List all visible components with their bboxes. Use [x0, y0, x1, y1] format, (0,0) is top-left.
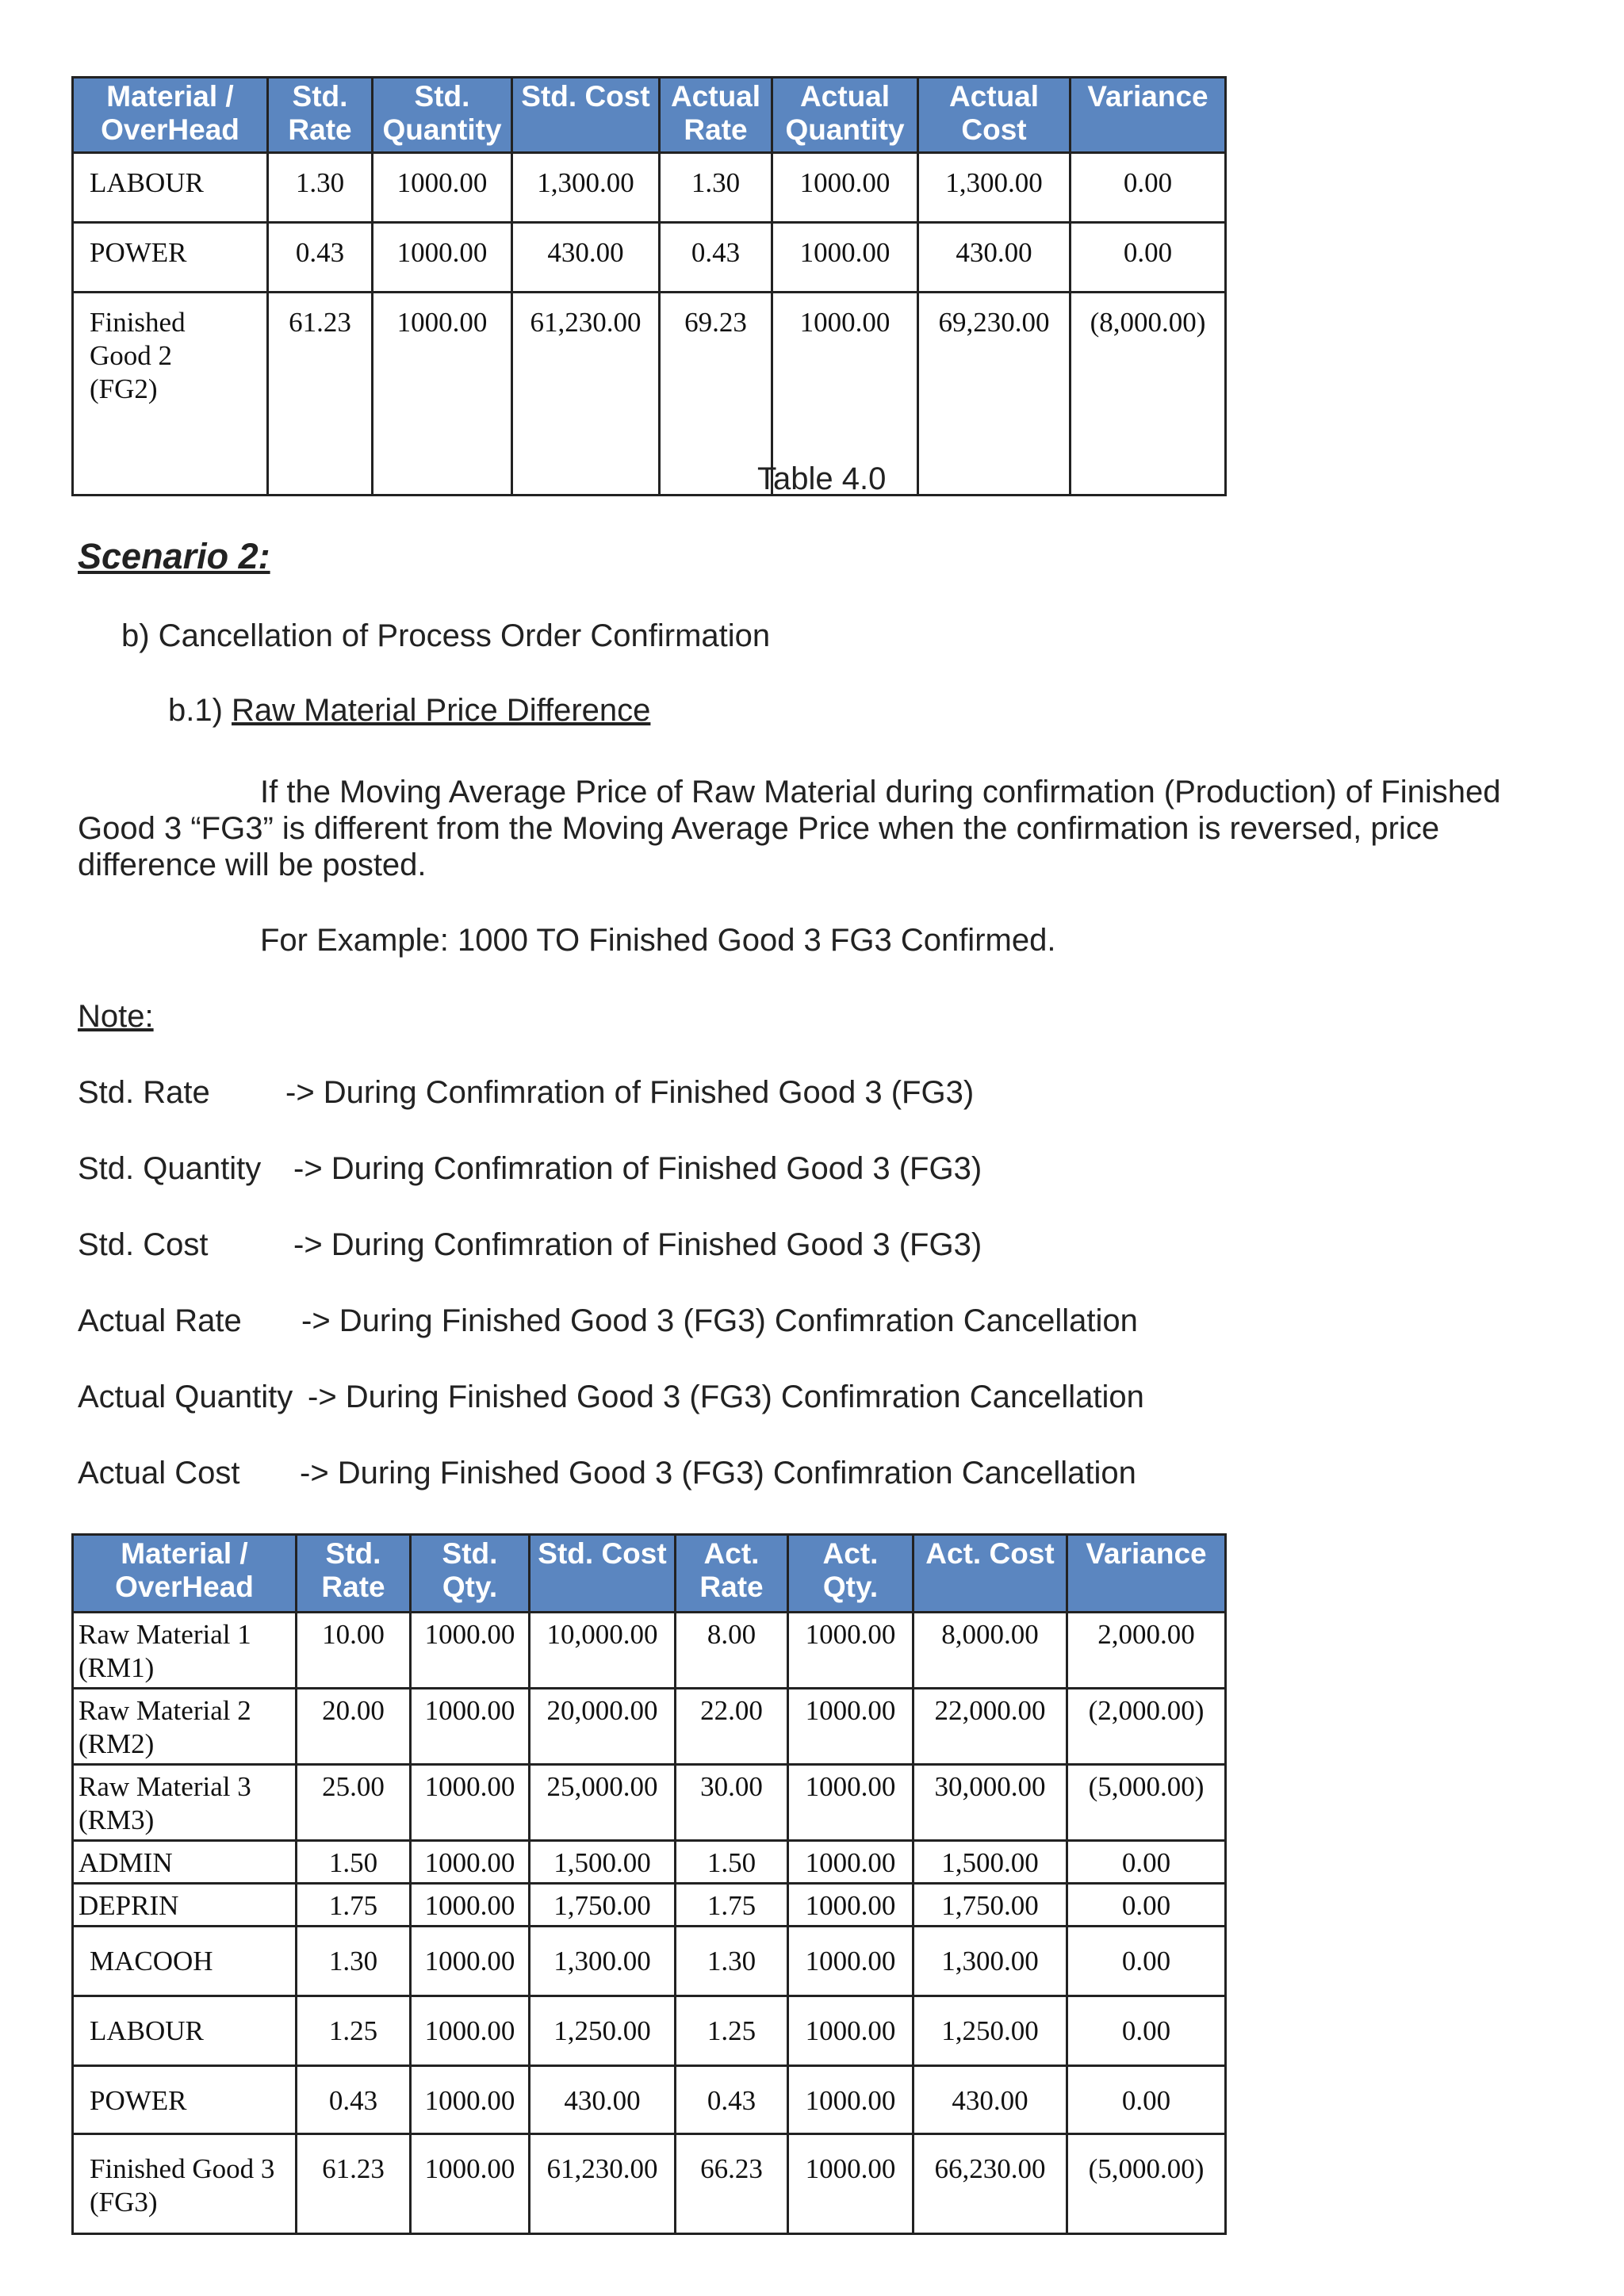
cell: 430.00	[530, 2066, 676, 2134]
cell: 61.23	[268, 293, 373, 496]
cell: 1000.00	[411, 1689, 530, 1765]
definition-term: Std. Quantity	[78, 1151, 262, 1186]
definition-item	[78, 1075, 975, 1111]
cell: 1.30	[660, 153, 772, 223]
cost-table-fg3	[71, 1533, 1227, 2235]
cell: 1000.00	[411, 1765, 530, 1841]
cell: LABOUR	[73, 1996, 297, 2066]
cell: Raw Material 2 (RM2)	[73, 1689, 297, 1765]
definition-item	[78, 1380, 1144, 1415]
definition-term: Actual Quantity	[78, 1380, 293, 1414]
col-header-std-cost: Std. Cost	[512, 78, 660, 153]
definition-desc: -> During Confimration of Finished Good 3 (FG3)	[293, 1151, 982, 1186]
cell: 69,230.00	[918, 293, 1071, 496]
definition-item	[78, 1151, 982, 1187]
cell: 10.00	[297, 1613, 411, 1689]
explanation-text: If the Moving Average Price of Raw Material during confirmation (Production) of Finished Good 3 “FG3” is different from the Moving Average Price when the confirmation is reversed, price difference will be posted.	[78, 775, 1501, 882]
cell: ADMIN	[73, 1841, 297, 1884]
cell: 1,300.00	[512, 153, 660, 223]
definition-desc: -> During Finished Good 3 (FG3) Confimration Cancellation	[308, 1380, 1144, 1414]
cell: Raw Material 1 (RM1)	[73, 1613, 297, 1689]
cell: 1.30	[676, 1927, 788, 1996]
definition-term: Std. Rate	[78, 1075, 210, 1110]
cell: 1000.00	[411, 1613, 530, 1689]
cell: (5,000.00)	[1067, 1765, 1226, 1841]
cell: 0.43	[676, 2066, 788, 2134]
definition-item	[78, 1303, 1138, 1339]
table-row	[73, 293, 1226, 496]
definition-desc: -> During Finished Good 3 (FG3) Confimration Cancellation	[300, 1456, 1136, 1490]
col-header-act-qty: Act. Qty.	[788, 1535, 914, 1613]
cell: 1,250.00	[914, 1996, 1067, 2066]
cell: 22.00	[676, 1689, 788, 1765]
cell: 61.23	[297, 2134, 411, 2234]
cell: 1000.00	[373, 223, 512, 293]
cost-table-fg2	[71, 76, 1227, 496]
cell: 1,500.00	[914, 1841, 1067, 1884]
col-header-actual-quantity: Actual Quantity	[772, 78, 918, 153]
table-row	[73, 1613, 1226, 1689]
col-header-std-rate: Std. Rate	[268, 78, 373, 153]
cell: (8,000.00)	[1071, 293, 1226, 496]
example-line: For Example: 1000 TO Finished Good 3 FG3 Confirmed.	[260, 923, 1056, 958]
scenario-heading: Scenario 2:	[78, 536, 270, 576]
cell: 0.00	[1071, 223, 1226, 293]
col-header-actual-cost: Actual Cost	[918, 78, 1071, 153]
cell: 1.75	[676, 1884, 788, 1927]
cell: 1000.00	[788, 2134, 914, 2234]
cell: 1000.00	[788, 2066, 914, 2134]
table-row	[73, 223, 1226, 293]
cell: 30,000.00	[914, 1765, 1067, 1841]
col-header-std-rate: Std. Rate	[297, 1535, 411, 1613]
cell: Raw Material 3 (RM3)	[73, 1765, 297, 1841]
cell: 1.30	[297, 1927, 411, 1996]
table-row	[73, 1927, 1226, 1996]
table-header-row	[73, 78, 1226, 153]
cell: 0.00	[1067, 1884, 1226, 1927]
cell: 1,250.00	[530, 1996, 676, 2066]
cell: 1000.00	[788, 1996, 914, 2066]
section-b-heading: b) Cancellation of Process Order Confirmation	[121, 618, 771, 653]
cell: 61,230.00	[530, 2134, 676, 2234]
definition-item	[78, 1227, 982, 1263]
cell: 1,300.00	[914, 1927, 1067, 1996]
definition-term: Actual Rate	[78, 1303, 242, 1338]
cell: 0.00	[1067, 1996, 1226, 2066]
section-b1-prefix: b.1)	[168, 693, 232, 728]
table-row	[73, 2134, 1226, 2234]
cell: 1,750.00	[914, 1884, 1067, 1927]
section-b1-title: Raw Material Price Difference	[232, 693, 651, 728]
col-header-act-rate: Act. Rate	[676, 1535, 788, 1613]
cell: 61,230.00	[512, 293, 660, 496]
cell: 69.23	[660, 293, 772, 496]
cell: 1000.00	[788, 1884, 914, 1927]
cell: 0.43	[660, 223, 772, 293]
cell: 1000.00	[411, 1884, 530, 1927]
cell: 2,000.00	[1067, 1613, 1226, 1689]
cell: 0.43	[297, 2066, 411, 2134]
cell: 25.00	[297, 1765, 411, 1841]
table-row	[73, 2066, 1226, 2134]
cell: POWER	[73, 2066, 297, 2134]
table-header-row	[73, 1535, 1226, 1613]
cell: 1000.00	[373, 293, 512, 496]
col-header-variance: Variance	[1071, 78, 1226, 153]
cell: 1000.00	[788, 1689, 914, 1765]
cell: POWER	[73, 223, 268, 293]
cell: 1000.00	[411, 2066, 530, 2134]
table-row	[73, 153, 1226, 223]
cell: Finished Good 3 (FG3)	[73, 2134, 297, 2234]
table-row	[73, 1996, 1226, 2066]
cell: 1000.00	[788, 1841, 914, 1884]
col-header-std-cost: Std. Cost	[530, 1535, 676, 1613]
table-row	[73, 1689, 1226, 1765]
col-header-actual-rate: Actual Rate	[660, 78, 772, 153]
cell: 66.23	[676, 2134, 788, 2234]
cell: 1000.00	[411, 2134, 530, 2234]
cell: 1.25	[676, 1996, 788, 2066]
cell: 1000.00	[772, 293, 918, 496]
definition-desc: -> During Finished Good 3 (FG3) Confimration Cancellation	[301, 1303, 1138, 1338]
cell: (2,000.00)	[1067, 1689, 1226, 1765]
cell: 430.00	[512, 223, 660, 293]
col-header-variance: Variance	[1067, 1535, 1226, 1613]
cell: 8,000.00	[914, 1613, 1067, 1689]
cell: 1000.00	[788, 1613, 914, 1689]
cell: 0.00	[1067, 1841, 1226, 1884]
cell: 8.00	[676, 1613, 788, 1689]
cell: 22,000.00	[914, 1689, 1067, 1765]
cell: 1,500.00	[530, 1841, 676, 1884]
cell: 430.00	[918, 223, 1071, 293]
cell: MACOOH	[73, 1927, 297, 1996]
section-b1-heading	[168, 693, 650, 729]
cell: 1.30	[268, 153, 373, 223]
cell: 0.00	[1067, 1927, 1226, 1996]
cell: (5,000.00)	[1067, 2134, 1226, 2234]
cell: DEPRIN	[73, 1884, 297, 1927]
table-row	[73, 1884, 1226, 1927]
cell: 1000.00	[373, 153, 512, 223]
cell: 0.00	[1067, 2066, 1226, 2134]
cell: 25,000.00	[530, 1765, 676, 1841]
cell: 1.75	[297, 1884, 411, 1927]
table-caption: Table 4.0	[757, 461, 887, 496]
col-header-std-qty: Std. Qty.	[411, 1535, 530, 1613]
col-header-act-cost: Act. Cost	[914, 1535, 1067, 1613]
cell: 1,300.00	[918, 153, 1071, 223]
cell: 1000.00	[772, 223, 918, 293]
cell: 1000.00	[788, 1927, 914, 1996]
definition-term: Actual Cost	[78, 1456, 240, 1490]
col-header-material: Material / OverHead	[73, 78, 268, 153]
cell: 1.50	[297, 1841, 411, 1884]
cell: LABOUR	[73, 153, 268, 223]
note-heading: Note:	[78, 999, 154, 1034]
cell: 1000.00	[788, 1765, 914, 1841]
cell: 1.50	[676, 1841, 788, 1884]
definition-desc: -> During Confimration of Finished Good 3 (FG3)	[293, 1227, 982, 1262]
cell: 1,750.00	[530, 1884, 676, 1927]
table-row	[73, 1765, 1226, 1841]
cell: 1000.00	[411, 1927, 530, 1996]
cell: 30.00	[676, 1765, 788, 1841]
definition-term: Std. Cost	[78, 1227, 209, 1262]
cell: 1000.00	[411, 1841, 530, 1884]
cell: 0.43	[268, 223, 373, 293]
cell: 1000.00	[411, 1996, 530, 2066]
table-row	[73, 1841, 1226, 1884]
cell: 430.00	[914, 2066, 1067, 2134]
cell: Finished Good 2 (FG2)	[73, 293, 268, 496]
cell: 1.25	[297, 1996, 411, 2066]
cell: 66,230.00	[914, 2134, 1067, 2234]
cell: 1000.00	[772, 153, 918, 223]
cell: 1,300.00	[530, 1927, 676, 1996]
col-header-std-quantity: Std. Quantity	[373, 78, 512, 153]
definition-item	[78, 1456, 1136, 1491]
cell: 0.00	[1071, 153, 1226, 223]
col-header-material: Material / OverHead	[73, 1535, 297, 1613]
cell: 20,000.00	[530, 1689, 676, 1765]
cell: 10,000.00	[530, 1613, 676, 1689]
cell: 20.00	[297, 1689, 411, 1765]
explanation-paragraph	[78, 774, 1553, 883]
definition-desc: -> During Confimration of Finished Good 3 (FG3)	[285, 1075, 975, 1110]
